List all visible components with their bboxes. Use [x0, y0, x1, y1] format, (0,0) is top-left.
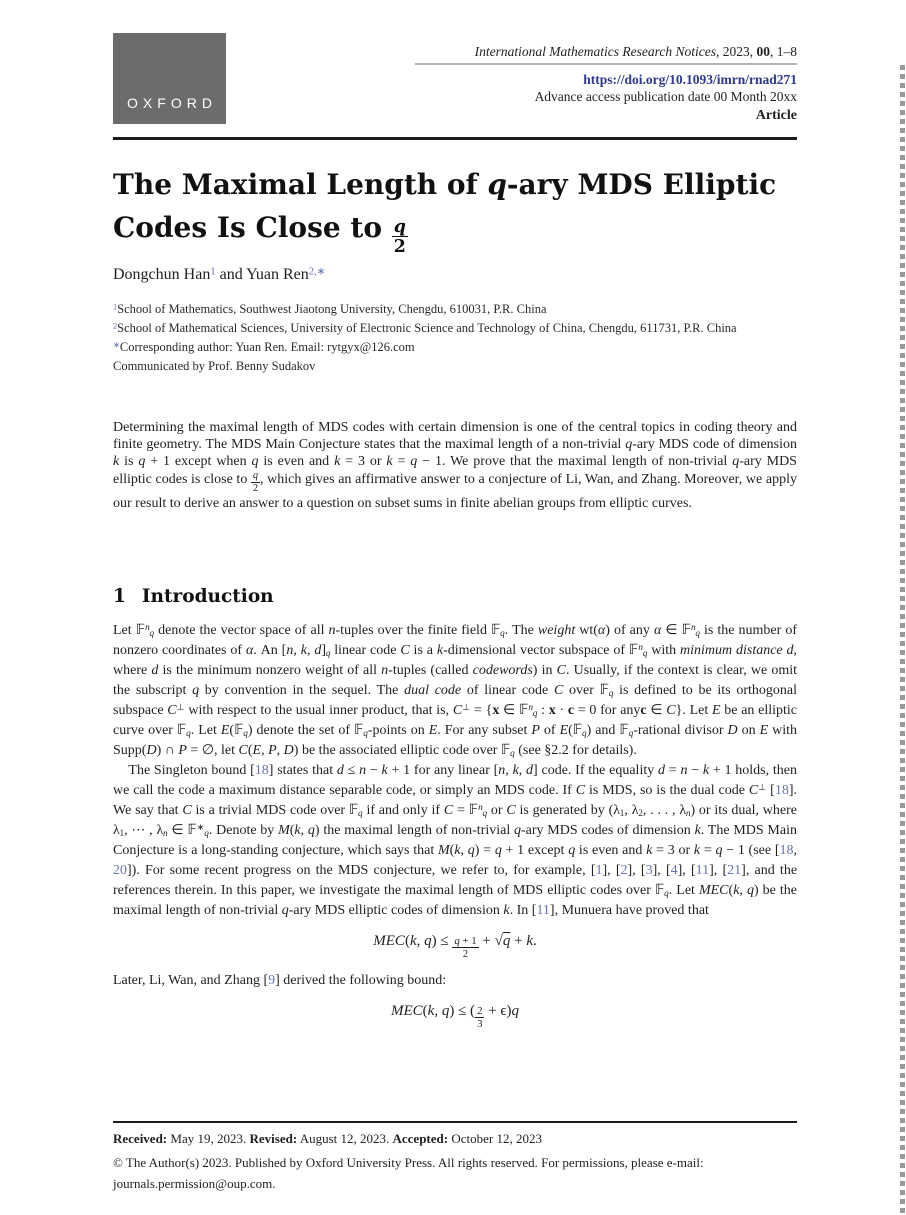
body-text [113, 621, 797, 1042]
citation-link[interactable]: 2 [113, 321, 118, 331]
page-edge-clipped-text [900, 65, 905, 1215]
copyright-line: © The Author(s) 2023. Published by Oxford University Press. All rights reserved. For permissions, please e-mail: journals.permission@oup.com. [113, 1155, 704, 1191]
affiliation-line: $^1$School of Mathematics, Southwest Jiaotong University, Chengdu, 610031, P.R. China [113, 302, 547, 316]
section-number: 1 [113, 586, 126, 607]
citation-link[interactable]: 11 [536, 903, 550, 918]
header-rule [113, 137, 797, 140]
citation-link[interactable]: 9 [268, 973, 276, 989]
citation-link[interactable]: ∗ [113, 340, 120, 350]
citation-link[interactable]: 11 [695, 863, 710, 878]
section-title: Introduction [141, 586, 274, 607]
citation-link[interactable]: 18 [779, 843, 794, 858]
paragraph-2: The Singleton bound [18] states that d ≤ n − k + 1 for any linear [n, k, d] code. If the equality d = n − k + 1 holds, then we call the code a maximum distance separable code, or simply an MDS code. If C is MDS, so is the dual code C⊥ [18]. We say that C is a trivial MDS code over 𝔽$_q$ if and only if C = 𝔽$^n_q$ or C is generated by ($\lambda_1$, $\lambda_2$, . . . , $\lambda_n$) or its dual, where $\lambda_1$, ⋯ , $\lambda_n$ ∈ 𝔽∗$_q$. Denote by M(k, q) the maximal length of non-trivial q-ary MDS codes of dimension k. The MDS Main Conjecture is a long-standing conjecture, which says that M(k, q) = q + 1 except q is even and k = 3 or k = q − 1 (see [18, 20]). For some recent progress on the MDS conjecture, we refer to, for example, [1], [2], [3], [4], [11], [21], and the references therein. In this paper, we investigate the maximal length of MDS elliptic codes over 𝔽$_q$. Let MEC(k, q) be the maximal length of non-trivial q-ary MDS elliptic codes of dimension k. In [11], Munuera have proved that [113, 763, 798, 918]
abstract-text: Determining the maximal length of MDS codes with certain dimension is one of the central topics in coding theory and finite geometry. The MDS Main Conjecture states that the maximal length of a non-trivial q-ary MDS code of dimension k is q + 1 except when q is even and k = 3 or k = q − 1. We prove that the maximal length of non-trivial q-ary MDS elliptic codes is close to $\frac{q}{2}$ , which gives an affirmative answer to a conjecture of Li, Wan, and Zhang. Moreover, we apply our result to derive an answer to a question on subset sums in finite abelian groups from elliptic curves. [113, 420, 797, 511]
footer-rule [113, 1121, 797, 1123]
received-revised-accepted-line: Received: May 19, 2023. Revised: August 12, 2023. Accepted: October 12, 2023 [113, 1131, 542, 1146]
affiliations-block [113, 300, 813, 376]
paragraph-3: Later, Li, Wan, and Zhang [9] derived the following bound: [113, 973, 447, 989]
display-equation-1: MEC(k, q) ≤ $\frac{q + 1}{2}$ + √q + k. [373, 933, 537, 960]
oxford-logo-text: OXFORD [127, 95, 217, 111]
doi-link[interactable]: https://doi.org/10.1093/imrn/rnad271 [583, 72, 797, 87]
authors-line: Dongchun Han$^1$ and Yuan Ren$^{2,∗}$ [113, 266, 326, 283]
citation-link[interactable]: 18 [774, 783, 789, 798]
citation-link[interactable]: 1 [113, 302, 118, 312]
display-equation-2: MEC(k, q) ≤ ( $\frac{2}{3}$ + ϵ)q [390, 1003, 519, 1031]
citation-link[interactable]: 2 [620, 863, 628, 878]
article-type-label: Article [755, 108, 797, 123]
communicated-by-line: Communicated by Prof. Benny Sudakov [113, 359, 316, 373]
corresponding-author-line: ∗Corresponding author: Yuan Ren. Email: rytgyx@126.com [113, 340, 415, 354]
affiliation-line: $^2$School of Mathematical Sciences, University of Electronic Science and Technology of China, Chengdu, 611731, P.R. China [113, 321, 737, 335]
oxford-logo [113, 33, 226, 124]
citation-link[interactable]: 3 [645, 863, 653, 878]
citation-link[interactable]: 18 [254, 763, 269, 778]
advance-access-line: Advance access publication date 00 Month 20xx [534, 89, 797, 104]
journal-title-line: International Mathematics Research Notices, 2023, 00, 1–8 [474, 44, 797, 59]
citation-link[interactable]: 1 [210, 266, 216, 278]
citation-link[interactable]: 4 [670, 863, 678, 878]
journal-title-underline [415, 63, 797, 65]
citation-link[interactable]: 20 [113, 863, 127, 878]
citation-link[interactable]: 1 [595, 863, 603, 878]
citation-link[interactable]: 21 [727, 863, 742, 878]
citation-link[interactable]: 2,∗ [308, 266, 326, 278]
paragraph-1: Let 𝔽$^n_q$ denote the vector space of all n-tuples over the finite field 𝔽$_q$. The weight wt(α) of any α ∈ 𝔽$^n_q$ is the number of nonzero coordinates of α. An [n, k, $d]_q$ linear code C is a k-dimensional vector subspace of 𝔽$^n_q$ with minimum distance d, where d is the minimum nonzero weight of all n-tuples (called codewords) in C. Usually, if the context is clear, we omit the subscript q by convention in the sequel. The dual code of linear code C over 𝔽$_q$ is defined to be its orthogonal subspace C⊥ with respect to the usual inner product, that is, C⊥ = {x ∈ 𝔽$^n_q$ : x · c = 0 for anyc ∈ C}. Let E be an elliptic curve over 𝔽$_q$. Let E(𝔽$_q$) denote the set of 𝔽$_q$-points on E. For any subset P of E(𝔽$_q$) and 𝔽$_q$-rational divisor D on E with Supp(D) ∩ P = ∅, let C(E, P, D) be the associated elliptic code over 𝔽$_q$ (see §2.2 for details). [113, 621, 798, 759]
section-heading [113, 586, 274, 607]
paper-title: The Maximal Length of q-ary MDS Elliptic Codes Is Close to $\frac{q}{2}$ [113, 168, 777, 258]
